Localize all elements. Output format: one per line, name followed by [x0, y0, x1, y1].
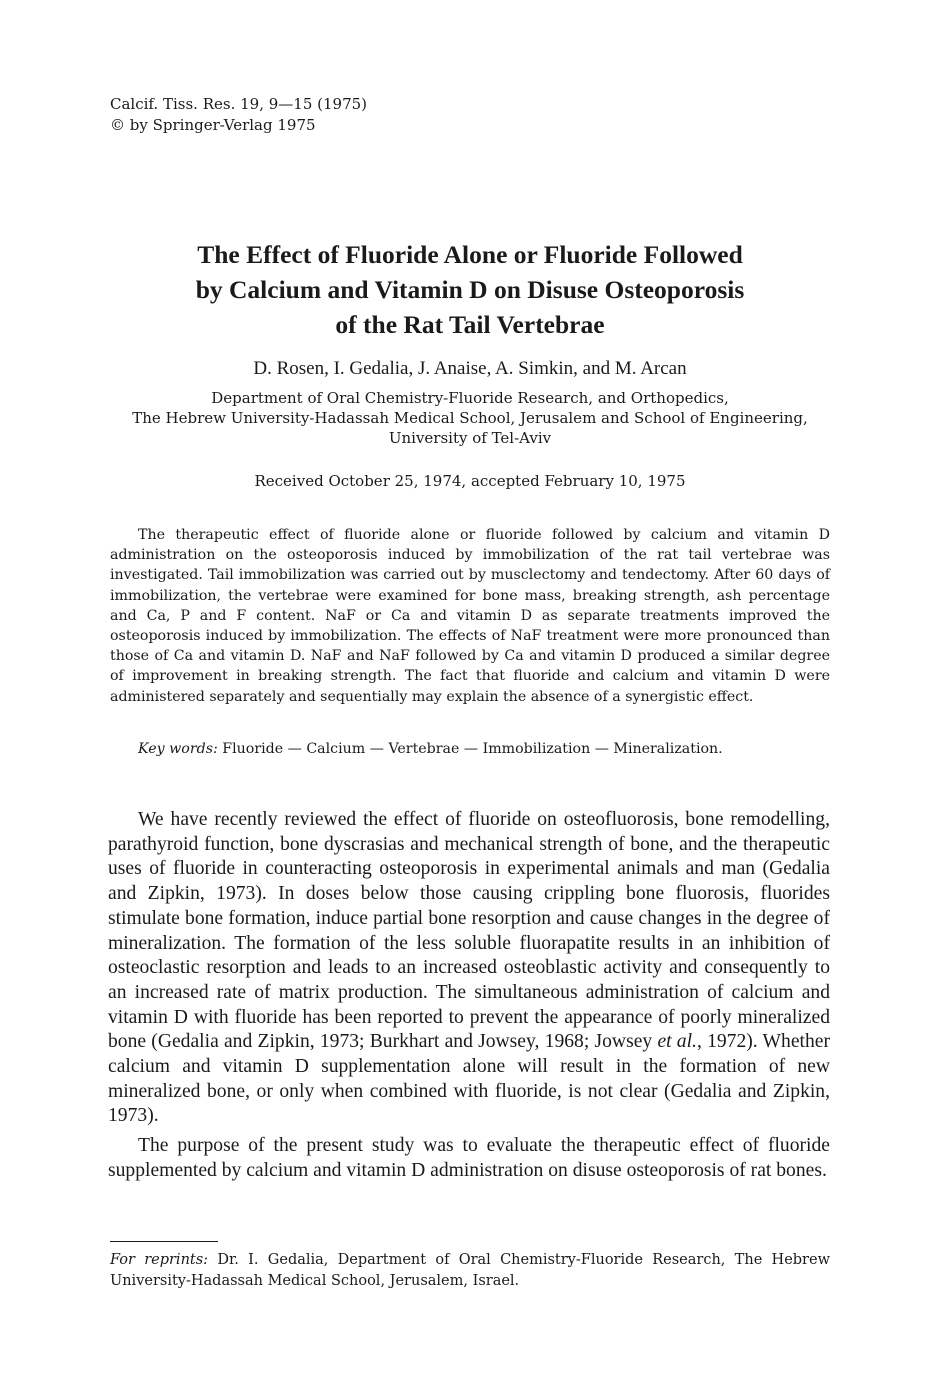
- body-text: [108, 808, 830, 1189]
- et-al-citation: et al.: [657, 1031, 697, 1053]
- body-paragraph-1: [108, 808, 830, 1129]
- affiliation-line-1: Department of Oral Chemistry-Fluoride Research, and Orthopedics,: [211, 389, 729, 407]
- footnote-divider: [110, 1241, 218, 1242]
- affiliation-line-3: University of Tel-Aviv: [388, 429, 552, 447]
- title-line-1: The Effect of Fluoride Alone or Fluoride Followed: [197, 240, 743, 269]
- footnote-text: Dr. I. Gedalia, Department of Oral Chemistry-Fluoride Research, The Hebrew University-Hadassah Medical School, Jerusalem, Israel.: [110, 1252, 830, 1289]
- abstract: The therapeutic effect of fluoride alone or fluoride followed by calcium and vitamin D administration on the osteoporosis induced by immobilization of the rat tail vertebrae was investigated. Tail immobilization was carried out by musclectomy and tendectomy. After 60 days of immobilization, the vertebrae were examined for bone mass, breaking strength, ash percentage and Ca, P and F content. NaF or Ca and vitamin D as separate treatments improved the osteoporosis induced by immobilization. The effects of NaF treatment were more pronounced than those of Ca and vitamin D. NaF and NaF followed by Ca and vitamin D produced a similar degree of improvement in breaking strength. The fact that fluoride and calcium and vitamin D were administered separately and sequentially may explain the absence of a synergistic effect.: [110, 527, 830, 705]
- body-paragraph-2: The purpose of the present study was to evaluate the therapeutic effect of fluoride supplemented by calcium and vitamin D administration on disuse osteoporosis of rat bones.: [108, 1135, 830, 1181]
- footnote-label: For reprints:: [110, 1252, 209, 1268]
- keywords-text: Fluoride — Calcium — Vertebrae — Immobilization — Mineralization.: [222, 741, 723, 757]
- author-list: D. Rosen, I. Gedalia, J. Anaise, A. Simkin, and M. Arcan: [253, 358, 687, 379]
- keywords: [138, 739, 838, 759]
- received-dates: Received October 25, 1974, accepted February 10, 1975: [254, 472, 686, 490]
- body-paragraph-1-part-1: We have recently reviewed the effect of fluoride on osteofluorosis, bone remodelling, parathyroid function, bone dyscrasias and mechanical strength of bone, and the therapeutic uses of fluoride in counteracting osteoporosis in experimental animals and man (Gedalia and Zipkin, 1973). In doses below those causing crippling bone fluorosis, fluorides stimulate bone formation, induce partial bone resorption and cause changes in the degree of mineralization. The formation of the less soluble fluorapatite results in an inhibition of osteoclastic resorption and leads to an increased osteoblastic activity and consequently to an increased rate of matrix production. The simultaneous administration of calcium and vitamin D with fluoride has been reported to prevent the appearance of poorly mineralized bone (Gedalia and Zipkin, 1973; Burkhart and Jowsey, 1968; Jowsey: [108, 809, 830, 1053]
- title-line-3: of the Rat Tail Vertebrae: [335, 310, 605, 339]
- journal-citation: Calcif. Tiss. Res. 19, 9—15 (1975): [110, 95, 368, 113]
- reprint-footnote: [110, 1250, 830, 1292]
- keywords-label: Key words:: [138, 741, 218, 757]
- paper-title: [110, 237, 830, 342]
- journal-header: [110, 94, 367, 136]
- affiliation-line-2: The Hebrew University-Hadassah Medical School, Jerusalem and School of Engineering,: [132, 409, 808, 427]
- title-line-2: by Calcium and Vitamin D on Disuse Osteoporosis: [195, 275, 745, 304]
- body-paragraph-1-part-2: , 1972). Whether calcium and vitamin D supplementation alone will result in the formation of new mineralized bone, or only when combined with fluoride, is not clear (Gedalia and Zipkin, 1973).: [108, 1031, 831, 1127]
- journal-copyright: © by Springer-Verlag 1975: [110, 116, 316, 134]
- affiliation: [100, 388, 840, 448]
